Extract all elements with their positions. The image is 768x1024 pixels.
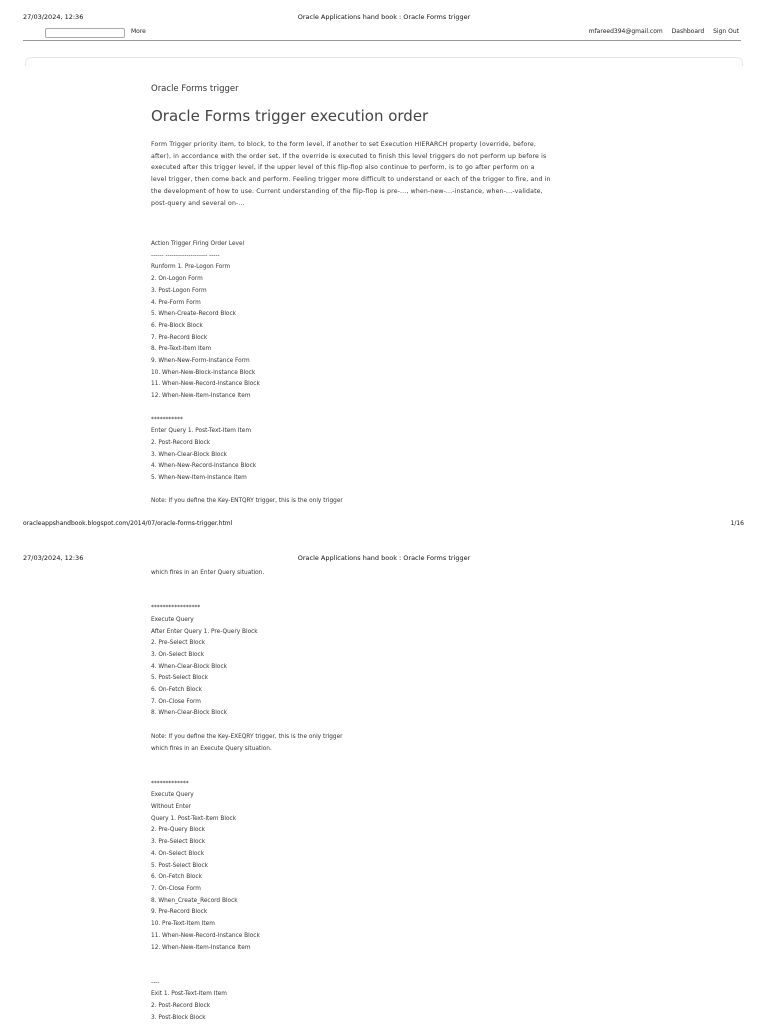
trigger-list-line: 2. On-Logon Form [151,276,203,283]
trigger-list-line: Action Trigger Firing Order Level [151,241,245,247]
trigger-list-line: 8. When_Create_Record Block [151,897,238,904]
trigger-list-line: 4. On-Select Block [151,850,205,857]
trigger-list-line: 5. Post-Select Block [151,862,208,869]
trigger-list-line: 9. Pre-Record Block [151,909,208,916]
trigger-list-line [151,966,571,978]
post-intro: Form Trigger priority item, to block, to the form level, if another to set Execution HIERARCH property (override, before, after), in accordance with the order set. If the override is executed to finish this level triggers do not perform up before is executed after this trigger level, if the upper level of this flip-flop also continue to perform, is to go after perform on a level trigger, then come back and perform. Feeling trigger more difficult to understand or each of the trigger to fire, and in the development of how to use. Current understanding of the flip-flop is pre-..., when-new-...-instance, when-...-validate, post-query and several on-... [151,141,551,207]
trigger-list-line: 12. When-New-Item-Instance Item [151,393,251,400]
trigger-list-line: Without Enter [151,804,192,811]
trigger-list-line: *********** [151,416,183,423]
post-title: Oracle Forms trigger execution order [151,107,429,125]
trigger-list-line: ***************** [151,605,201,612]
trigger-list-line: 3. On-Select Block [151,651,205,658]
trigger-list-line: 4. When-New-Record-Instance Block [151,463,257,470]
sign-out-link[interactable]: Sign Out [713,28,739,35]
trigger-list-line: 5. Post-Select Block [151,675,208,682]
trigger-list-line: Exit 1. Post-Text-Item Item [151,991,227,998]
trigger-list-line: Execute Query [151,616,194,623]
trigger-list-line: 10. When-New-Block-Instance Block [151,369,256,376]
trigger-list-line: 11. When-New-Record-Instance Block [151,381,260,388]
trigger-list-line: 4. When-Clear-Block Block [151,663,227,670]
trigger-list-line: 2. Post-Record Block [151,1003,211,1010]
print-title: Oracle Applications hand book : Oracle Forms trigger [297,554,471,562]
trigger-list-line: 5. When-New-Item-Instance Item [151,475,247,482]
trigger-list-line: 11. When-New-Record-Instance Block [151,932,260,939]
trigger-list-line [151,591,571,603]
trigger-list-line: 8. When-Clear-Block Block [151,710,227,717]
user-email: mfareed394@gmail.com [588,28,663,35]
post-label-container [151,84,571,94]
search-input[interactable] [45,28,125,38]
post-card-border [25,57,743,66]
trigger-list-line: 8. Pre-Text-Item Item [151,346,212,353]
trigger-list-line: 10. Pre-Text-Item Item [151,921,215,928]
trigger-list-line [151,954,571,966]
trigger-list-line: ---- [151,979,160,986]
trigger-list-line: ------ -------------------- ----- [151,252,220,259]
print-date: 27/03/2024, 12:36 [23,554,84,562]
trigger-list-line [151,485,571,497]
trigger-list-line: 3. Pre-Select Block [151,839,206,846]
trigger-list-line: Query 1. Post-Text-Item Block [151,815,237,822]
trigger-list-line [151,580,571,592]
blogger-navbar [23,26,741,41]
trigger-list-line: 3. When-Clear-Block Block [151,451,227,458]
trigger-list-line: 2. Pre-Query Block [151,827,206,834]
more-link[interactable]: More [131,28,146,35]
trigger-list-line: 4. Pre-Form Form [151,299,201,306]
trigger-list-line [151,720,571,732]
trigger-list-line [151,755,571,767]
trigger-list-line: Execute Query [151,792,194,799]
trigger-list-line: Note: If you define the Key-EXEQRY trigger, this is the only trigger [151,733,343,740]
trigger-list-line [151,767,571,779]
trigger-list-line: 7. Pre-Record Block [151,334,208,341]
trigger-list-line: 12. When-New-Item-Instance Item [151,944,251,951]
trigger-order-list-page-1 [151,239,571,508]
page-url: oracleappshandbook.blogspot.com/2014/07/oracle-forms-trigger.html [23,520,233,527]
print-title: Oracle Applications hand book : Oracle Forms trigger [297,13,471,21]
trigger-list-line: Enter Query 1. Post-Text-Item Item [151,428,251,435]
post-intro-container [151,139,551,209]
trigger-list-line [151,403,571,415]
trigger-list-line: 7. On-Close Form [151,885,201,892]
trigger-order-list-page-2 [151,568,571,1024]
trigger-list-line: 6. On-Fetch Block [151,874,202,881]
trigger-list-line: 7. On-Close Form [151,698,201,705]
trigger-list-line: Runform 1. Pre-Logon Form [151,264,231,271]
post-title-container [151,107,571,125]
navbar-user-links [582,28,739,35]
trigger-list-line: 6. On-Fetch Block [151,687,202,694]
trigger-list-line: 3. Post-Block Block [151,1014,206,1021]
trigger-list-line: After Enter Query 1. Pre-Query Block [151,628,258,635]
trigger-list-line: 2. Post-Record Block [151,439,211,446]
dashboard-link[interactable]: Dashboard [671,28,705,35]
page-number: 1/16 [730,520,744,527]
trigger-list-line: Note: If you define the Key-ENTQRY trigger, this is the only trigger [151,498,343,505]
trigger-list-line: 6. Pre-Block Block [151,322,203,329]
print-header-page-1 [0,13,768,27]
trigger-list-line: which fires in an Execute Query situation. [151,745,272,752]
trigger-list-line: ************* [151,780,189,787]
trigger-list-line: 2. Pre-Select Block [151,640,206,647]
trigger-list-line: 9. When-New-Form-Instance Form [151,358,250,365]
trigger-list-line: 3. Post-Logon Form [151,287,207,294]
post-label: Oracle Forms trigger [151,84,239,94]
trigger-list-line: which fires in an Enter Query situation. [151,570,265,576]
trigger-list-line: 5. When-Create-Record Block [151,311,237,318]
print-header-page-2 [0,554,768,568]
print-date: 27/03/2024, 12:36 [23,13,84,21]
